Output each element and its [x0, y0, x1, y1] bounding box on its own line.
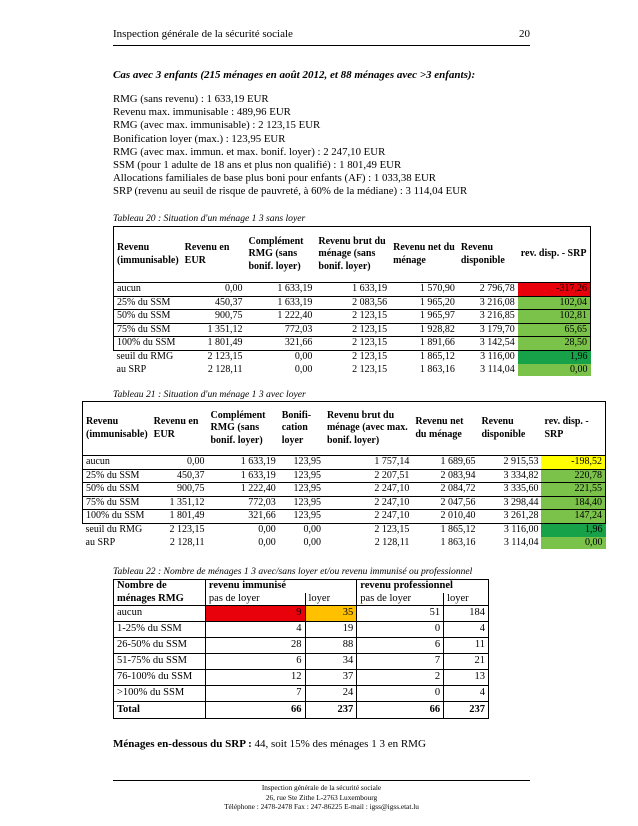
- conclusion-label: Ménages en-dessous du SRP :: [113, 738, 252, 750]
- cell: 2 247,10: [324, 510, 412, 524]
- cell: 2 047,56: [412, 496, 478, 510]
- cell: 88: [305, 638, 357, 654]
- cell: 900,75: [151, 483, 208, 497]
- cell: au SRP: [85, 536, 116, 548]
- cell: au SRP: [116, 363, 147, 375]
- table21-header: Complément RMG (sans bonif. loyer): [207, 402, 278, 456]
- cell: 220,78: [541, 469, 605, 483]
- cell: 1 863,16: [419, 363, 455, 375]
- table-row: [83, 469, 606, 483]
- table-row: [114, 606, 489, 622]
- info-line: Revenu max. immunisable : 489,96 EUR: [113, 106, 291, 119]
- cell: 2 123,15: [315, 337, 390, 351]
- cell: 4: [444, 622, 489, 638]
- table-row: [114, 638, 489, 654]
- cell: 221,55: [541, 483, 605, 497]
- cell: 28: [205, 638, 305, 654]
- table22-group-header: revenu professionnel: [357, 580, 489, 593]
- table20: [113, 226, 591, 376]
- cell: aucun: [114, 283, 182, 297]
- table-row: [114, 654, 489, 670]
- cell: 2 084,72: [412, 483, 478, 497]
- table-total-row: [114, 702, 489, 719]
- table21-header: rev. disp. - SRP: [541, 402, 605, 456]
- cell: -198,52: [541, 456, 605, 470]
- cell: 3 114,04: [503, 536, 539, 548]
- table21-header: Revenu brut du ménage (avec max. bonif. loyer): [324, 402, 412, 456]
- cell: 25% du SSM: [83, 469, 151, 483]
- cell: 450,37: [182, 296, 246, 310]
- info-line: RMG (avec max. immunisable) : 2 123,15 EUR: [113, 119, 321, 132]
- cell: 0: [357, 622, 444, 638]
- conclusion-text: 44, soit 15% des ménages 1 3 en RMG: [251, 738, 426, 750]
- cell: 0,00: [303, 523, 321, 535]
- table21-header: Revenu (immunisable): [83, 402, 151, 456]
- cell: 123,95: [279, 483, 324, 497]
- cell: 1 965,97: [390, 310, 458, 324]
- cell: 1 570,90: [390, 283, 458, 297]
- table20-header: Revenu en EUR: [182, 227, 246, 283]
- table20-header: Revenu net du ménage: [390, 227, 458, 283]
- cell: 75% du SSM: [83, 496, 151, 510]
- table-row: [83, 483, 606, 497]
- cell: 3 261,28: [478, 510, 541, 524]
- cell: 123,95: [279, 456, 324, 470]
- cell: 123,95: [279, 496, 324, 510]
- cell: 147,24: [541, 510, 605, 524]
- table22-subheader: loyer: [444, 593, 489, 606]
- cell: 237: [444, 702, 489, 719]
- cell: 900,75: [182, 310, 246, 324]
- cell: 237: [305, 702, 357, 719]
- cell: 102,04: [518, 296, 591, 310]
- cell: 1 689,65: [412, 456, 478, 470]
- table20-caption: Tableau 20 : Situation d'un ménage 1 3 sans loyer: [113, 213, 306, 224]
- cell: 66: [205, 702, 305, 719]
- cell: 1 928,82: [390, 323, 458, 337]
- table20-header: Revenu (immunisable): [114, 227, 182, 283]
- cell: 1,96: [541, 523, 605, 536]
- table21-header: Revenu en EUR: [151, 402, 208, 456]
- info-line: RMG (sans revenu) : 1 633,19 EUR: [113, 93, 269, 105]
- cell: seuil du RMG: [116, 350, 174, 362]
- section-title: Cas avec 3 enfants (215 ménages en août 2012, et 88 ménages avec >3 enfants):: [113, 69, 476, 81]
- cell: 2 207,51: [324, 469, 412, 483]
- cell: 321,66: [245, 337, 315, 351]
- cell: 0: [357, 686, 444, 702]
- cell: 123,95: [279, 510, 324, 524]
- table-row: [114, 364, 591, 377]
- cell: 1 633,19: [207, 469, 278, 483]
- cell: 2 083,56: [315, 296, 390, 310]
- table-row: [114, 337, 591, 351]
- cell: 76-100% du SSM: [114, 670, 206, 686]
- cell: 3 116,00: [503, 523, 539, 535]
- cell: 3 114,04: [480, 363, 515, 375]
- cell: 65,65: [518, 323, 591, 337]
- cell: 1,96: [518, 350, 591, 363]
- table22: [113, 579, 489, 719]
- cell: 0,00: [151, 456, 208, 470]
- cell: 66: [357, 702, 444, 719]
- cell: 51: [357, 606, 444, 622]
- table22-header: ménages RMG: [114, 593, 206, 606]
- cell: 0,00: [258, 536, 276, 548]
- table22-subheader: loyer: [305, 593, 357, 606]
- cell: 2 010,40: [412, 510, 478, 524]
- table-row: [114, 622, 489, 638]
- cell: 19: [305, 622, 357, 638]
- cell: 1 801,49: [151, 510, 208, 524]
- cell: 0,00: [518, 364, 591, 377]
- cell: 1 865,12: [419, 350, 455, 362]
- cell: 7: [205, 686, 305, 702]
- cell: 321,66: [207, 510, 278, 524]
- table-row: [83, 537, 606, 550]
- cell: 3 334,82: [478, 469, 541, 483]
- table22-caption: Tableau 22 : Nombre de ménages 1 3 avec/sans loyer et/ou revenu immunisé ou professionnel: [113, 566, 473, 577]
- cell: 0,00: [303, 536, 321, 548]
- cell: 21: [444, 654, 489, 670]
- table20-header: rev. disp. - SRP: [518, 227, 591, 283]
- page-header: [113, 27, 530, 46]
- cell: 3 335,60: [478, 483, 541, 497]
- cell: 2 128,11: [169, 536, 205, 548]
- page-footer: [113, 780, 530, 812]
- cell: 1-25% du SSM: [114, 622, 206, 638]
- table-row: [83, 496, 606, 510]
- cell: aucun: [114, 606, 206, 622]
- cell: 3 298,44: [478, 496, 541, 510]
- table-row: [114, 686, 489, 702]
- footer-line: Inspection générale de la sécurité sociale: [261, 783, 382, 792]
- cell: 2: [357, 670, 444, 686]
- cell: 3 116,00: [480, 350, 515, 362]
- conclusion: [113, 738, 426, 750]
- table21: [82, 401, 606, 549]
- cell: 1 351,12: [182, 323, 246, 337]
- cell: 0,00: [258, 523, 276, 535]
- table20-header: Complément RMG (sans bonif. loyer): [245, 227, 315, 283]
- cell: 1 222,40: [207, 483, 278, 497]
- cell: 0,00: [294, 350, 313, 362]
- cell: 4: [205, 622, 305, 638]
- cell: 450,37: [151, 469, 208, 483]
- cell: 1 633,19: [245, 283, 315, 297]
- cell: >100% du SSM: [114, 686, 206, 702]
- cell: 184: [444, 606, 489, 622]
- footer-line: 26, rue Ste Zithe L-2763 Luxembourg: [265, 792, 378, 802]
- cell: 4: [444, 686, 489, 702]
- cell: 34: [305, 654, 357, 670]
- cell: 2 123,15: [315, 323, 390, 337]
- table20-header: Revenu brut du ménage (sans bonif. loyer): [315, 227, 390, 283]
- cell: 0,00: [182, 283, 246, 297]
- cell: aucun: [83, 456, 151, 470]
- table-row: [114, 323, 591, 337]
- cell: 50% du SSM: [83, 483, 151, 497]
- table21-header: Bonifi-cation loyer: [279, 402, 324, 456]
- cell: 1 891,66: [390, 337, 458, 351]
- cell: 1 757,14: [324, 456, 412, 470]
- cell: 1 801,49: [182, 337, 246, 351]
- footer-line: Téléphone : 2478-2478 Fax : 247-86225 E-mail : igss@igss.etat.lu: [224, 802, 419, 811]
- cell: 9: [205, 606, 305, 622]
- cell: 13: [444, 670, 489, 686]
- cell: 184,40: [541, 496, 605, 510]
- info-line: RMG (avec max. immun. et max. bonif. loyer) : 2 247,10 EUR: [113, 145, 386, 158]
- cell: 11: [444, 638, 489, 654]
- cell: 0,00: [294, 363, 313, 375]
- cell: 102,81: [518, 310, 591, 324]
- cell: 2 796,78: [458, 283, 518, 297]
- cell: 24: [305, 686, 357, 702]
- table-row: [114, 350, 591, 363]
- table20-header: Revenu disponible: [458, 227, 518, 283]
- table-row: [114, 296, 591, 310]
- cell: -317,26: [518, 283, 591, 297]
- table22-subheader: pas de loyer: [357, 593, 444, 606]
- cell: 12: [205, 670, 305, 686]
- table22-group-header: revenu immunisé: [205, 580, 356, 593]
- info-line: SRP (revenu au seuil de risque de pauvreté, à 60% de la médiane) : 3 114,04 EUR: [113, 185, 468, 198]
- cell: 772,03: [207, 496, 278, 510]
- cell: 0,00: [541, 537, 605, 550]
- cell: 2 128,11: [207, 363, 243, 375]
- cell: 6: [205, 654, 305, 670]
- table-row: [114, 310, 591, 324]
- table21-caption: Tableau 21 : Situation d'un ménage 1 3 avec loyer: [113, 389, 306, 400]
- cell: 6: [357, 638, 444, 654]
- cell: 51-75% du SSM: [114, 654, 206, 670]
- info-line: Allocations familiales de base plus boni pour enfants (AF) : 1 033,38 EUR: [113, 172, 436, 185]
- cell: 2 128,11: [374, 536, 410, 548]
- cell: 1 863,16: [440, 536, 476, 548]
- cell: 772,03: [245, 323, 315, 337]
- info-line: SSM (pour 1 adulte de 18 ans et plus non qualifié) : 1 801,49 EUR: [113, 159, 402, 172]
- cell: 100% du SSM: [83, 510, 151, 524]
- table21-header: Revenu disponible: [478, 402, 541, 456]
- cell: 2 247,10: [324, 483, 412, 497]
- cell: 2 247,10: [324, 496, 412, 510]
- cell: 2 123,15: [315, 310, 390, 324]
- cell: 100% du SSM: [114, 337, 182, 351]
- cell: 26-50% du SSM: [114, 638, 206, 654]
- cell: 3 216,08: [458, 296, 518, 310]
- cell: 2 123,15: [374, 523, 410, 535]
- cell: 37: [305, 670, 357, 686]
- cell: 1 865,12: [440, 523, 476, 535]
- cell: 1 965,20: [390, 296, 458, 310]
- info-line: Bonification loyer (max.) : 123,95 EUR: [113, 132, 286, 145]
- cell: 28,50: [518, 337, 591, 351]
- cell: seuil du RMG: [85, 523, 143, 535]
- cell: 2 123,15: [352, 350, 388, 362]
- cell: 3 216,85: [458, 310, 518, 324]
- table-row: [114, 670, 489, 686]
- cell: 3 179,70: [458, 323, 518, 337]
- cell: Total: [114, 702, 206, 719]
- cell: 2 123,15: [352, 363, 388, 375]
- cell: 7: [357, 654, 444, 670]
- cell: 1 222,40: [245, 310, 315, 324]
- header-title: Inspection générale de la sécurité sociale: [113, 28, 293, 40]
- cell: 1 633,19: [207, 456, 278, 470]
- cell: 2 915,53: [478, 456, 541, 470]
- table22-header: Nombre de: [114, 580, 206, 593]
- cell: 75% du SSM: [114, 323, 182, 337]
- cell: 3 142,54: [458, 337, 518, 351]
- table-row: [83, 510, 606, 524]
- info-list: [113, 93, 467, 199]
- cell: 50% du SSM: [114, 310, 182, 324]
- page-number: 20: [519, 28, 530, 40]
- cell: 25% du SSM: [114, 296, 182, 310]
- table-row: [83, 523, 606, 536]
- cell: 2 123,15: [169, 523, 205, 535]
- cell: 1 351,12: [151, 496, 208, 510]
- cell: 1 633,19: [245, 296, 315, 310]
- cell: 2 123,15: [207, 350, 243, 362]
- table-row: [83, 456, 606, 470]
- table-row: [114, 283, 591, 297]
- cell: 35: [305, 606, 357, 622]
- cell: 2 083,94: [412, 469, 478, 483]
- cell: 1 633,19: [315, 283, 390, 297]
- table21-header: Revenu net du ménage: [412, 402, 478, 456]
- table22-subheader: pas de loyer: [205, 593, 305, 606]
- cell: 123,95: [279, 469, 324, 483]
